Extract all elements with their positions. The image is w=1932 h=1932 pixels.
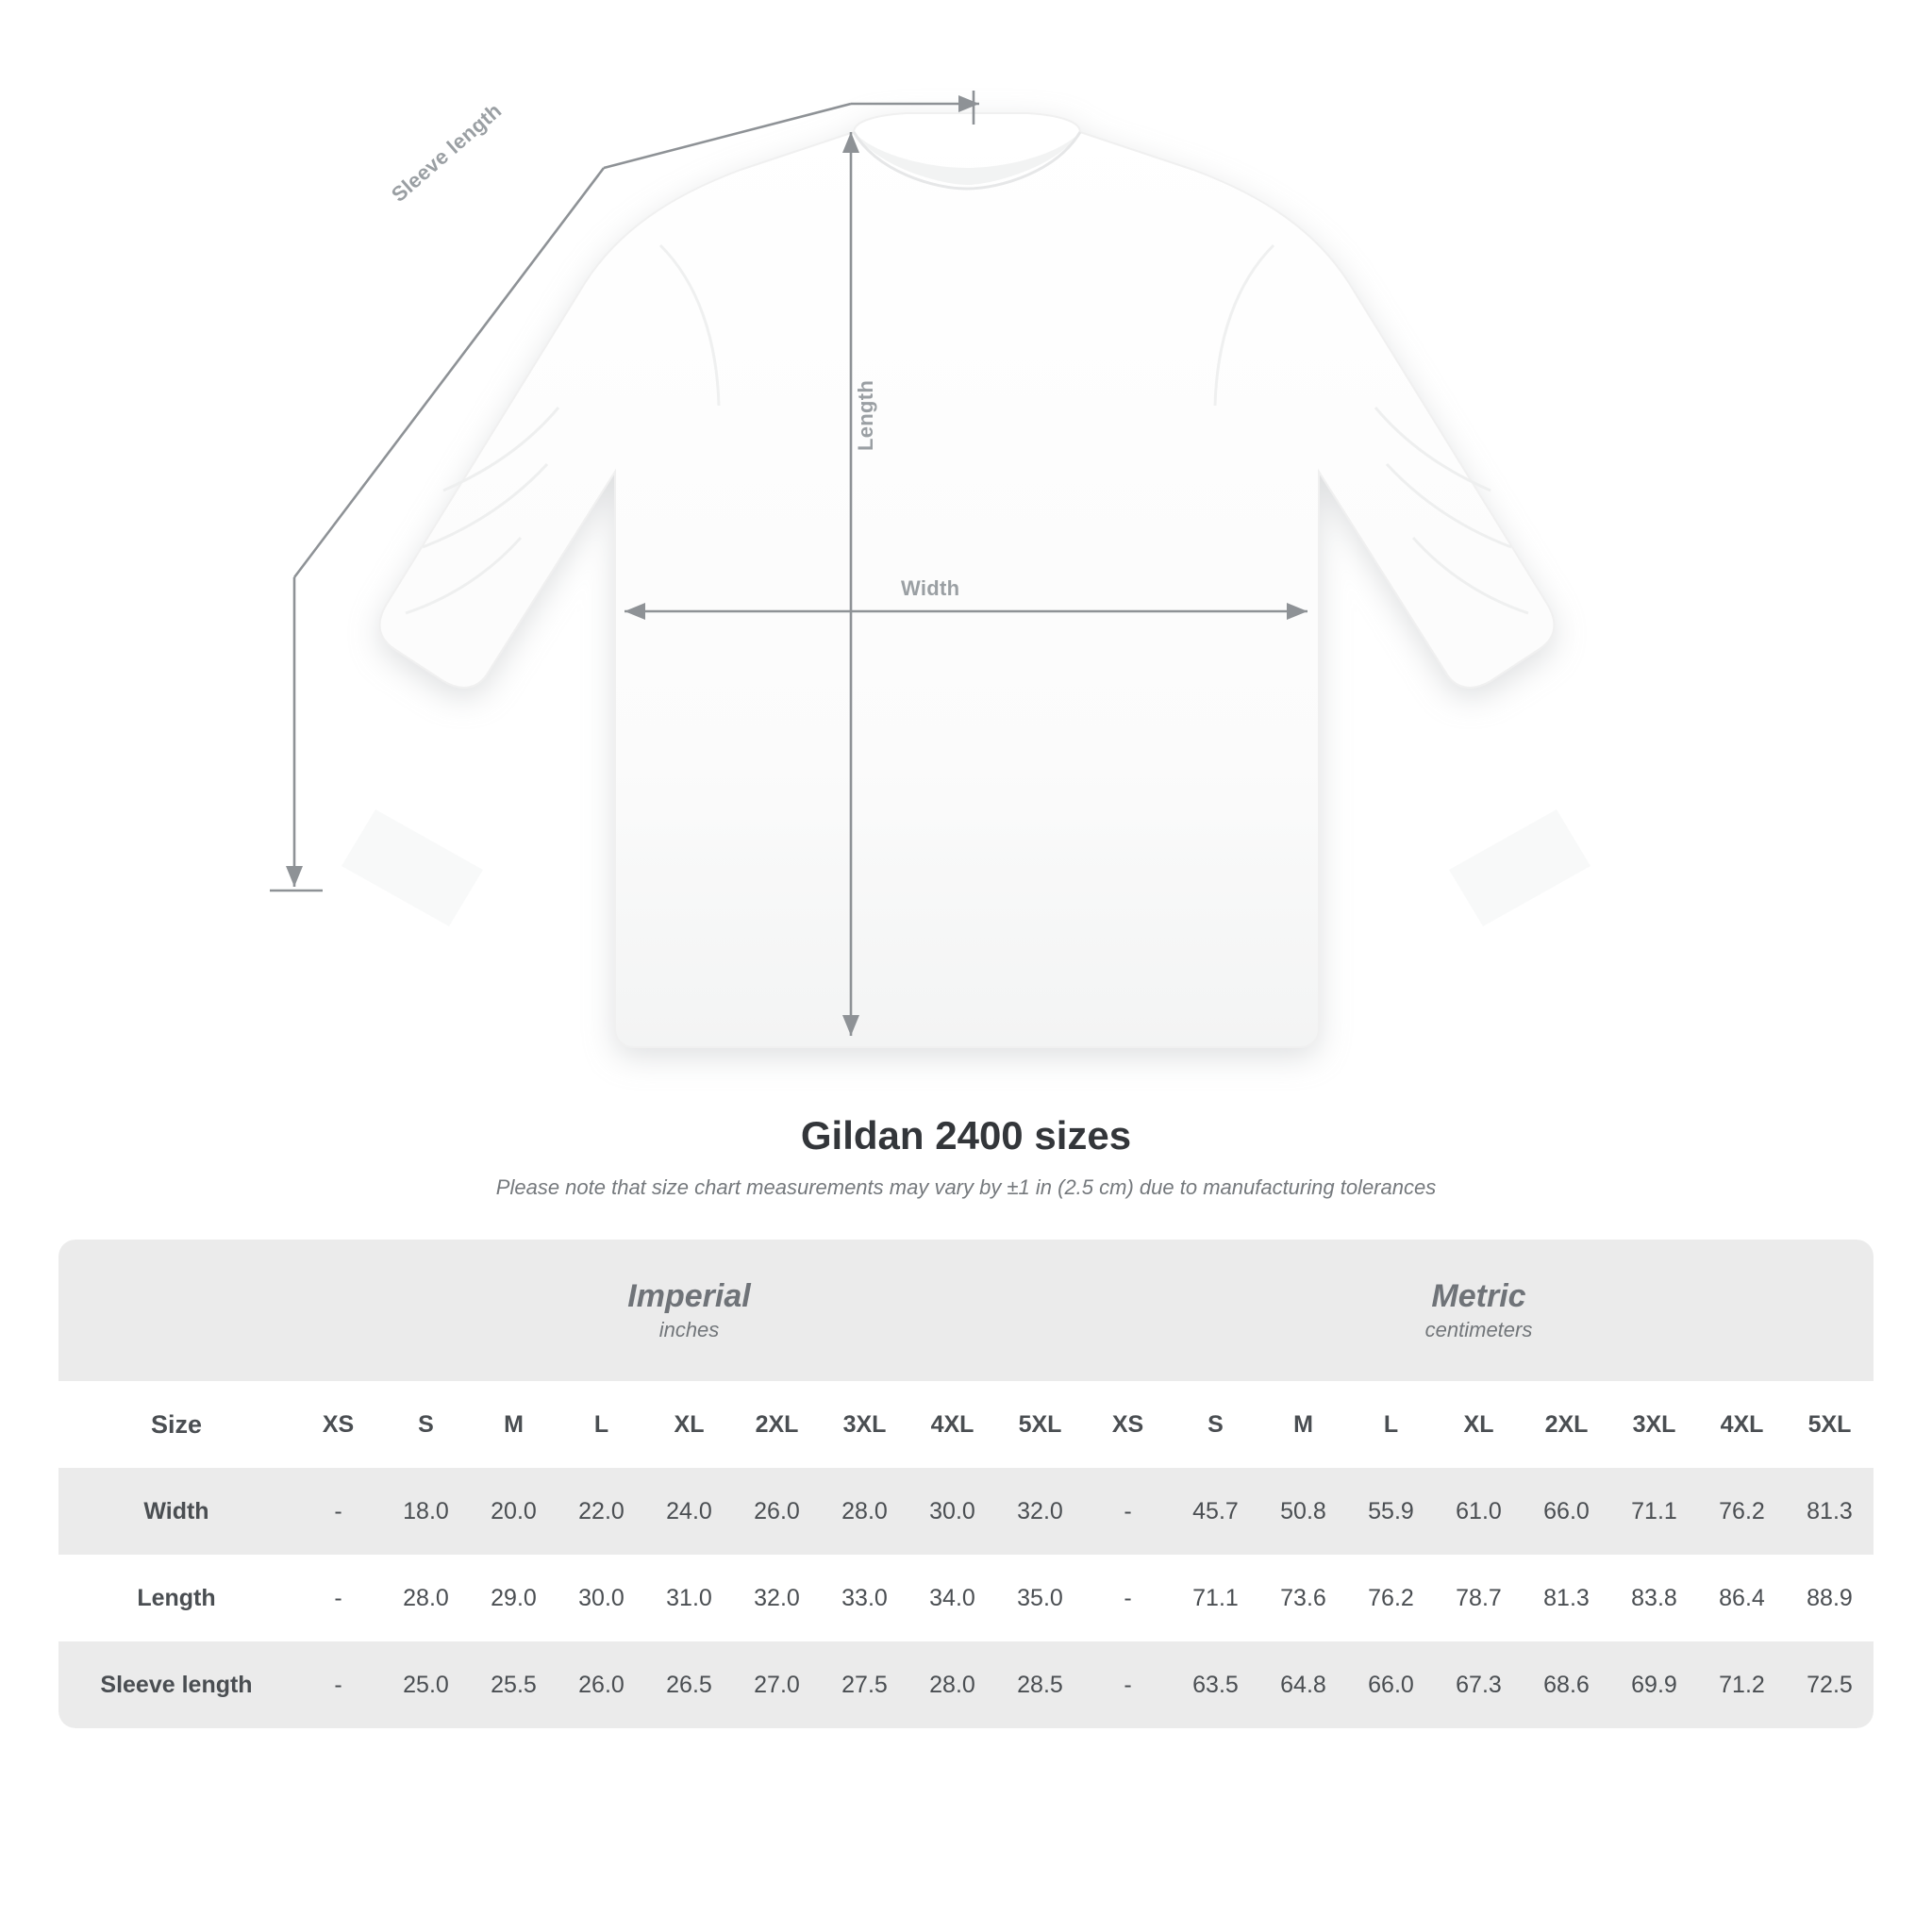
size-column-header-imperial-xl: XL xyxy=(645,1381,733,1468)
cell-width-imperial-2xl: 26.0 xyxy=(733,1468,821,1555)
cell-sleeve-length-imperial-l: 26.0 xyxy=(558,1641,645,1728)
cell-length-imperial-l: 30.0 xyxy=(558,1555,645,1641)
cell-width-imperial-l: 22.0 xyxy=(558,1468,645,1555)
imperial-unit-header xyxy=(294,1240,1084,1381)
size-header-row xyxy=(58,1381,1874,1468)
size-column-header-imperial-5xl: 5XL xyxy=(996,1381,1084,1468)
cell-sleeve-length-metric-xs: - xyxy=(1084,1641,1172,1728)
size-column-header-imperial-xs: XS xyxy=(294,1381,382,1468)
size-column-header-metric-2xl: 2XL xyxy=(1523,1381,1610,1468)
cell-sleeve-length-metric-2xl: 68.6 xyxy=(1523,1641,1610,1728)
cell-width-metric-m: 50.8 xyxy=(1259,1468,1347,1555)
cell-length-metric-4xl: 86.4 xyxy=(1698,1555,1786,1641)
size-column-header-metric-m: M xyxy=(1259,1381,1347,1468)
imperial-unit-header-subtitle: inches xyxy=(658,1317,720,1341)
metric-unit-header-title: Metric xyxy=(1431,1278,1526,1315)
size-column-header-imperial-3xl: 3XL xyxy=(821,1381,908,1468)
cell-length-metric-xl: 78.7 xyxy=(1435,1555,1523,1641)
width-dimension-label: Width xyxy=(901,576,960,600)
cell-sleeve-length-metric-m: 64.8 xyxy=(1259,1641,1347,1728)
cell-width-metric-2xl: 66.0 xyxy=(1523,1468,1610,1555)
cell-length-imperial-2xl: 32.0 xyxy=(733,1555,821,1641)
size-column-header-metric-xs: XS xyxy=(1084,1381,1172,1468)
row-label-sleeve-length: Sleeve length xyxy=(58,1641,294,1728)
page-title: Gildan 2400 sizes xyxy=(800,1113,1132,1158)
cell-sleeve-length-imperial-2xl: 27.0 xyxy=(733,1641,821,1728)
cell-width-metric-l: 55.9 xyxy=(1347,1468,1435,1555)
table-row xyxy=(58,1555,1874,1641)
unit-header-row xyxy=(58,1240,1874,1381)
cell-length-imperial-xl: 31.0 xyxy=(645,1555,733,1641)
title-block xyxy=(0,1113,1932,1200)
cell-width-imperial-m: 20.0 xyxy=(470,1468,558,1555)
metric-unit-header xyxy=(1084,1240,1874,1381)
cell-length-metric-m: 73.6 xyxy=(1259,1555,1347,1641)
cell-length-imperial-xs: - xyxy=(294,1555,382,1641)
metric-unit-header-subtitle: centimeters xyxy=(1424,1317,1533,1341)
cell-width-imperial-xs: - xyxy=(294,1468,382,1555)
cell-width-imperial-5xl: 32.0 xyxy=(996,1468,1084,1555)
size-column-header-metric-xl: XL xyxy=(1435,1381,1523,1468)
size-column-header-imperial-s: S xyxy=(382,1381,470,1468)
unit-header-spacer xyxy=(58,1240,294,1381)
cell-sleeve-length-imperial-3xl: 27.5 xyxy=(821,1641,908,1728)
cell-width-metric-xs: - xyxy=(1084,1468,1172,1555)
cell-length-metric-2xl: 81.3 xyxy=(1523,1555,1610,1641)
size-table-container xyxy=(58,1240,1874,1728)
cell-sleeve-length-metric-xl: 67.3 xyxy=(1435,1641,1523,1728)
row-label-width: Width xyxy=(58,1468,294,1555)
cell-length-metric-xs: - xyxy=(1084,1555,1172,1641)
cell-length-metric-s: 71.1 xyxy=(1172,1555,1259,1641)
cell-sleeve-length-imperial-xs: - xyxy=(294,1641,382,1728)
cell-sleeve-length-imperial-4xl: 28.0 xyxy=(908,1641,996,1728)
cell-width-imperial-4xl: 30.0 xyxy=(908,1468,996,1555)
cell-length-imperial-5xl: 35.0 xyxy=(996,1555,1084,1641)
cell-width-metric-5xl: 81.3 xyxy=(1786,1468,1874,1555)
cell-length-metric-l: 76.2 xyxy=(1347,1555,1435,1641)
cell-width-imperial-xl: 24.0 xyxy=(645,1468,733,1555)
cell-width-metric-xl: 61.0 xyxy=(1435,1468,1523,1555)
cell-length-imperial-m: 29.0 xyxy=(470,1555,558,1641)
size-column-header-imperial-l: L xyxy=(558,1381,645,1468)
cell-sleeve-length-metric-4xl: 71.2 xyxy=(1698,1641,1786,1728)
cell-width-metric-4xl: 76.2 xyxy=(1698,1468,1786,1555)
table-row xyxy=(58,1641,1874,1728)
cell-width-imperial-s: 18.0 xyxy=(382,1468,470,1555)
cell-sleeve-length-imperial-5xl: 28.5 xyxy=(996,1641,1084,1728)
cell-sleeve-length-imperial-xl: 26.5 xyxy=(645,1641,733,1728)
cell-length-imperial-4xl: 34.0 xyxy=(908,1555,996,1641)
cell-width-metric-s: 45.7 xyxy=(1172,1468,1259,1555)
cell-length-imperial-s: 28.0 xyxy=(382,1555,470,1641)
size-column-header-metric-l: L xyxy=(1347,1381,1435,1468)
cell-sleeve-length-metric-l: 66.0 xyxy=(1347,1641,1435,1728)
size-header-label: Size xyxy=(58,1381,294,1468)
size-column-header-metric-5xl: 5XL xyxy=(1786,1381,1874,1468)
cell-width-metric-3xl: 71.1 xyxy=(1610,1468,1698,1555)
size-table xyxy=(58,1240,1874,1728)
size-column-header-metric-4xl: 4XL xyxy=(1698,1381,1786,1468)
cell-sleeve-length-metric-3xl: 69.9 xyxy=(1610,1641,1698,1728)
tolerance-note: Please note that size chart measurements may vary by ±1 in (2.5 cm) due to manufacturing tolerances xyxy=(495,1175,1437,1199)
size-column-header-metric-3xl: 3XL xyxy=(1610,1381,1698,1468)
cell-sleeve-length-metric-5xl: 72.5 xyxy=(1786,1641,1874,1728)
size-column-header-imperial-m: M xyxy=(470,1381,558,1468)
table-row xyxy=(58,1468,1874,1555)
size-column-header-imperial-2xl: 2XL xyxy=(733,1381,821,1468)
cell-width-imperial-3xl: 28.0 xyxy=(821,1468,908,1555)
cell-sleeve-length-imperial-s: 25.0 xyxy=(382,1641,470,1728)
cell-sleeve-length-metric-s: 63.5 xyxy=(1172,1641,1259,1728)
length-dimension-label: Length xyxy=(854,379,877,451)
row-label-length: Length xyxy=(58,1555,294,1641)
cell-length-metric-5xl: 88.9 xyxy=(1786,1555,1874,1641)
imperial-unit-header-title: Imperial xyxy=(627,1278,751,1315)
cell-length-metric-3xl: 83.8 xyxy=(1610,1555,1698,1641)
size-column-header-imperial-4xl: 4XL xyxy=(908,1381,996,1468)
cell-sleeve-length-imperial-m: 25.5 xyxy=(470,1641,558,1728)
size-column-header-metric-s: S xyxy=(1172,1381,1259,1468)
cell-length-imperial-3xl: 33.0 xyxy=(821,1555,908,1641)
sleeve-length-dimension-label: Sleeve length xyxy=(387,98,507,207)
